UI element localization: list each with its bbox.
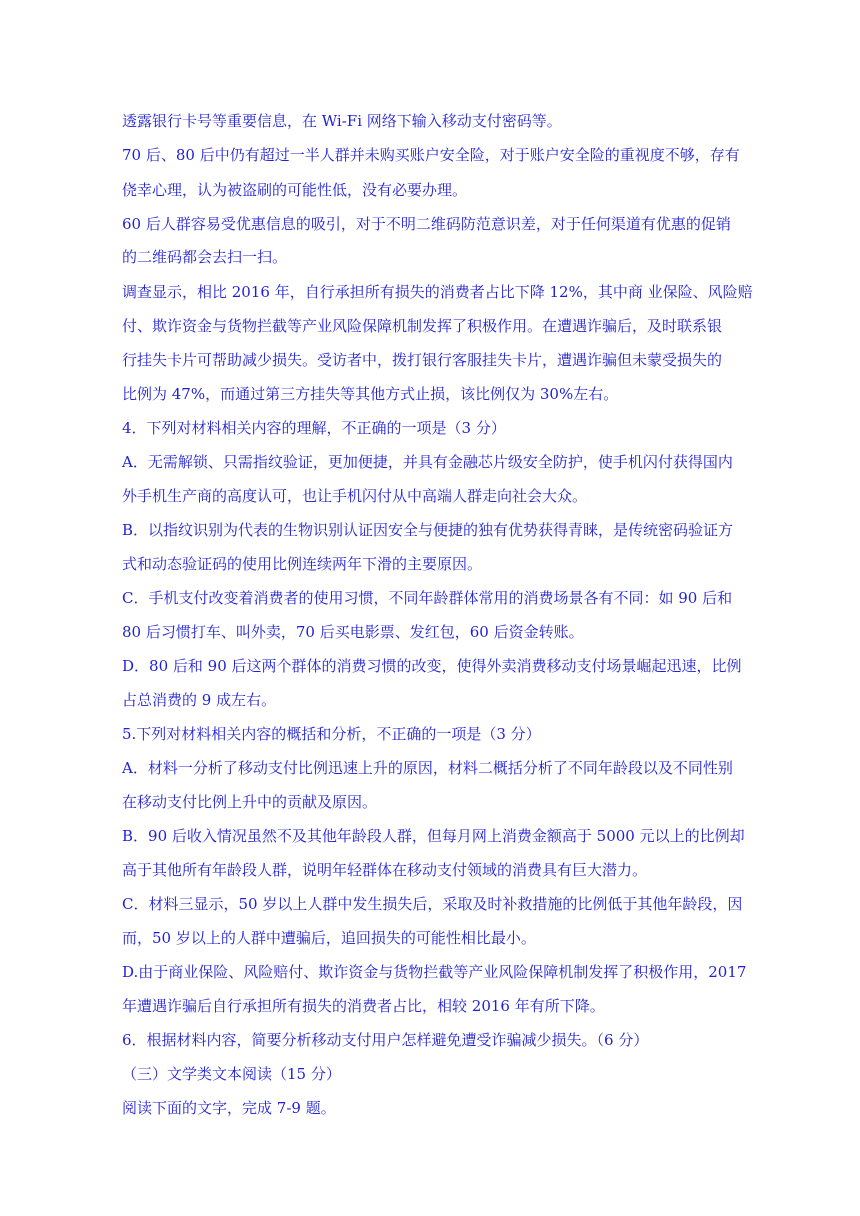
question-4-option-a: A．无需解锁、只需指纹验证，更加便捷，并具有金融芯片级安全防护，使手机闪付获得国内 xyxy=(122,453,733,471)
question-5-option-d-cont: 年遭遇诈骗后自行承担所有损失的消费者占比，相较 2016 年有所下降。 xyxy=(122,997,605,1015)
question-6-stem: 6．根据材料内容，简要分析移动支付用户怎样避免遭受诈骗减少损失。（6 分） xyxy=(122,1031,649,1049)
question-5-option-c: C．材料三显示，50 岁以上人群中发生损失后，采取及时补救措施的比例低于其他年龄段，因 xyxy=(122,895,743,913)
text-line: 比例为 47%，而通过第三方挂失等其他方式止损，该比例仅为 30%左右。 xyxy=(122,385,619,403)
question-5-option-b-cont: 高于其他所有年龄段人群，说明年轻群体在移动支付领域的消费具有巨大潜力。 xyxy=(122,861,648,879)
text-line: 付、欺诈资金与货物拦截等产业风险保障机制发挥了积极作用。在遭遇诈骗后，及时联系银 xyxy=(122,317,723,335)
section-heading: （三）文学类文本阅读（15 分） xyxy=(122,1065,341,1083)
question-4-option-c: C．手机支付改变着消费者的使用习惯，不同年龄群体常用的消费场景各有不同：如 90 后和 xyxy=(122,589,733,607)
question-5-option-c-cont: 而，50 岁以上的人群中遭骗后，追回损失的可能性相比最小。 xyxy=(122,929,536,947)
question-4-option-d: D．80 后和 90 后这两个群体的消费习惯的改变，使得外卖消费移动支付场景崛起迅速，比例 xyxy=(122,657,742,675)
instruction-text: 阅读下面的文字，完成 7-9 题。 xyxy=(122,1099,336,1117)
question-4-option-b-cont: 式和动态验证码的使用比例连续两年下滑的主要原因。 xyxy=(122,555,483,573)
question-5-option-a-cont: 在移动支付比例上升中的贡献及原因。 xyxy=(122,793,378,811)
text-line: 的二维码都会去扫一扫。 xyxy=(122,248,288,266)
text-line: 侥幸心理，认为被盗刷的可能性低，没有必要办理。 xyxy=(122,181,468,199)
text-line: 透露银行卡号等重要信息，在 Wi-Fi 网络下输入移动支付密码等。 xyxy=(122,112,562,130)
question-5-option-d: D.由于商业保险、风险赔付、欺诈资金与货物拦截等产业风险保障机制发挥了积极作用，2017 xyxy=(122,963,747,981)
question-4-option-d-cont: 占总消费的 9 成左右。 xyxy=(122,691,277,709)
question-5-stem: 5.下列对材料相关内容的概括和分析，不正确的一项是（3 分） xyxy=(122,725,541,743)
text-line: 60 后人群容易受优惠信息的吸引，对于不明二维码防范意识差，对于任何渠道有优惠的促销 xyxy=(122,215,731,233)
question-4-option-a-cont: 外手机生产商的高度认可，也让手机闪付从中高端人群走向社会大众。 xyxy=(122,487,588,505)
text-line: 70 后、80 后中仍有超过一半人群并未购买账户安全险，对于账户安全险的重视度不够，存有 xyxy=(122,146,740,164)
question-4-stem: 4．下列对材料相关内容的理解，不正确的一项是（3 分） xyxy=(122,419,506,437)
question-4-option-b: B．以指纹识别为代表的生物识别认证因安全与便捷的独有优势获得青睐，是传统密码验证方 xyxy=(122,521,734,539)
text-line: 行挂失卡片可帮助减少损失。受访者中，拨打银行客服挂失卡片，遭遇诈骗但未蒙受损失的 xyxy=(122,351,723,369)
text-line: 调查显示，相比 2016 年，自行承担所有损失的消费者占比下降 12%，其中商 业保险、风险赔 xyxy=(122,283,753,301)
question-4-option-c-cont: 80 后习惯打车、叫外卖，70 后买电影票、发红包，60 后资金转账。 xyxy=(122,623,584,641)
question-5-option-b: B．90 后收入情况虽然不及其他年龄段人群，但每月网上消费金额高于 5000 元以上的比例却 xyxy=(122,827,745,845)
question-5-option-a: A．材料一分析了移动支付比例迅速上升的原因，材料二概括分析了不同年龄段以及不同性别 xyxy=(122,759,733,777)
